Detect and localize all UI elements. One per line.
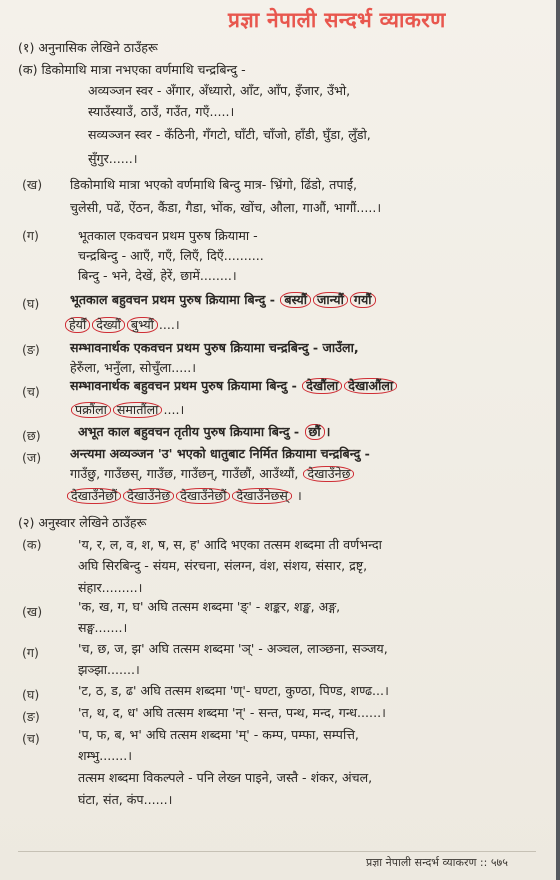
s2-ka-label: (क) <box>22 537 42 552</box>
s1-ja-tail: । <box>296 488 302 503</box>
s1-gha-line2 <box>64 317 546 333</box>
s1-cha-line1 <box>70 378 546 394</box>
s1-kha-line2: चुलेसी, पढें, ऐंठन, कैंडा, गैडा, भोंक, खोंच, औला, गाऔं, भागौं.....। <box>70 200 382 215</box>
s1-kha-line1: डिकोमाथि मात्रा भएको वर्णमाथि बिन्दु मात्र- भ्रिंगो, ढिंडो, तपाईं, <box>70 177 357 192</box>
s2-gha-line1: 'ट, ठ, ड, ढ' अघि तत्सम शब्दमा 'ण्'- घण्टा, कुण्ठा, पिण्ड, शण्ढ...। <box>78 683 389 698</box>
s2-ka-line3: संहार.........। <box>78 580 143 595</box>
s2-nga-label: (ङ) <box>22 709 40 724</box>
circled-word: छौं <box>305 424 325 440</box>
s1-chha-label: (छ) <box>22 428 41 443</box>
s1-ka-line1: अव्यञ्जन स्वर - अँगार, अँध्यारो, आँट, आँप, इँजार, उँभो, <box>88 83 351 98</box>
s1-nga-line1: सम्भावनार्थक एकवचन प्रथम पुरुष क्रियामा चन्द्रबिन्दु - जाउँला, <box>70 340 359 355</box>
s2-cha-line1: 'प, फ, ब, भ' अघि तत्सम शब्दमा 'म्' - कम्प, पम्फा, सम्पत्ति, <box>78 727 359 742</box>
circled-word: बस्यौं <box>280 292 311 308</box>
bottom-rule <box>18 851 536 852</box>
circled-word: देखाऔंला <box>344 378 397 394</box>
s1-kha-label: (ख) <box>22 177 43 192</box>
s2-ga-line1: 'च, छ, ज, झ' अघि तत्सम शब्दमा 'ञ्' - अञ्चल, लाञ्छना, सञ्जय, <box>78 641 388 656</box>
s1-gha-label: (घ) <box>22 296 40 311</box>
s2-ga-label: (ग) <box>22 645 39 660</box>
s1-gha-tail: ....। <box>158 317 180 332</box>
s1-ka-intro: (क) डिकोमाथि मात्रा नभएका वर्णमाथि चन्द्रबिन्दु - <box>18 62 246 77</box>
circled-word: समातौंला <box>113 402 163 418</box>
circled-word: पक्रौंला <box>71 402 111 418</box>
circled-word: देखाउँनेछस् <box>232 488 291 504</box>
section1-title: (१) अनुनासिक लेखिने ठाउँहरू <box>18 40 158 55</box>
s1-ga-label: (ग) <box>22 228 39 243</box>
circled-word: देखौंला <box>302 378 342 394</box>
s1-cha-line2 <box>70 402 546 418</box>
s2-cha-line2: शम्भु.......। <box>78 748 132 763</box>
circled-word: जान्यौं <box>313 292 348 308</box>
s1-ja-line2 <box>70 466 546 482</box>
s1-gha-line1 <box>70 292 546 308</box>
s1-nga-label: (ङ) <box>22 342 40 357</box>
s1-gha-text: भूतकाल बहुवचन प्रथम पुरुष क्रियामा बिन्दु - <box>70 292 275 307</box>
s1-ga-line1: भूतकाल एकवचन प्रथम पुरुष क्रियामा - <box>78 228 258 243</box>
s1-nga-line2: हेरुँला, भनुँला, सोचुँला.....। <box>70 360 197 375</box>
s1-chha-text: अभूत काल बहुवचन तृतीय पुरुष क्रियामा बिन्दु - <box>78 424 300 439</box>
circled-word: देखाउँनेछ <box>123 488 174 504</box>
s1-ka-line3: सव्यञ्जन स्वर - कँठिनी, गँगटो, घाँटी, चाँजो, हाँडी, घुँडा, लुँडो, <box>88 127 371 142</box>
circled-word: बुभ्यौं <box>127 317 158 333</box>
s2-gha-label: (घ) <box>22 687 40 702</box>
s2-kha-label: (ख) <box>22 604 43 619</box>
s1-ja-line1: अन्त्यमा अव्यञ्जन 'उ' भएको धातुबाट निर्मित क्रियामा चन्द्रबिन्दु - <box>70 446 370 461</box>
page-footer: प्रज्ञा नेपाली सन्दर्भ व्याकरण :: ५७५ <box>365 856 508 869</box>
s2-ga-line2: झञ्झा.......। <box>78 662 140 677</box>
s2-cha-line4: घंटा, संत, कंप......। <box>78 792 173 807</box>
s1-chha-tail: । <box>325 424 331 439</box>
s2-kha-line2: सङ्घ.......। <box>78 620 128 635</box>
s1-ka-line4: सुँगुर......। <box>88 151 138 166</box>
page-header: प्रज्ञा नेपाली सन्दर्भ व्याकरण <box>228 8 446 32</box>
s1-ga-line2: चन्द्रबिन्दु - आएँ, गएँ, लिएँ, दिएँ.......... <box>78 248 264 263</box>
circled-word: देख्यौं <box>92 317 125 333</box>
s1-cha-tail: ....। <box>163 402 185 417</box>
s1-ga-line3: बिन्दु - भने, देखें, हेरें, छामें........। <box>78 268 237 283</box>
circled-word: देखाउँनेछौं <box>176 488 230 504</box>
circled-word: हेर्यौं <box>65 317 90 333</box>
s2-nga-line1: 'त, थ, द, ध' अघि तत्सम शब्दमा 'न्' - सन्त, पन्थ, मन्द, गन्ध......। <box>78 705 386 720</box>
s2-cha-line3: तत्सम शब्दमा विकल्पले - पनि लेख्न पाइने, जस्तै - शंकर, अंचल, <box>78 770 373 785</box>
s2-ka-line1: 'य, र, ल, व, श, ष, स, ह' आदि भएका तत्सम शब्दमा ती वर्णभन्दा <box>78 537 382 552</box>
s1-ja-line3 <box>66 488 546 504</box>
s1-chha-line1 <box>78 424 546 440</box>
s2-cha-label: (च) <box>22 731 40 746</box>
circled-word: देखाउँनेछ <box>303 466 354 482</box>
s1-ja-text: गाउँछु, गाउँछस्, गाउँछ, गाउँछन्, गाउँछौं, आउँथ्यौं, <box>70 466 299 481</box>
circled-word: देखाउँनेछौं <box>67 488 121 504</box>
s1-cha-label: (च) <box>22 384 40 399</box>
s2-kha-line1: 'क, ख, ग, घ' अघि तत्सम शब्दमा 'ङ्' - शङ्कर, शङ्ख, अङ्ग, <box>78 599 341 614</box>
s2-ka-line2: अघि सिरबिन्दु - संयम, संरचना, संलग्न, वंश, संशय, संसार, द्रष्टृ, <box>78 558 368 573</box>
s1-ka-line2: स्याउँस्याउँ, ठाउँ, गउँत, गएँ.....। <box>88 104 235 119</box>
circled-word: गयौं <box>350 292 376 308</box>
s1-ja-label: (ज) <box>22 450 42 465</box>
s1-cha-text: सम्भावनार्थक बहुवचन प्रथम पुरुष क्रियामा बिन्दु - <box>70 378 297 393</box>
section2-title: (२) अनुस्वार लेखिने ठाउँहरू <box>18 515 147 530</box>
